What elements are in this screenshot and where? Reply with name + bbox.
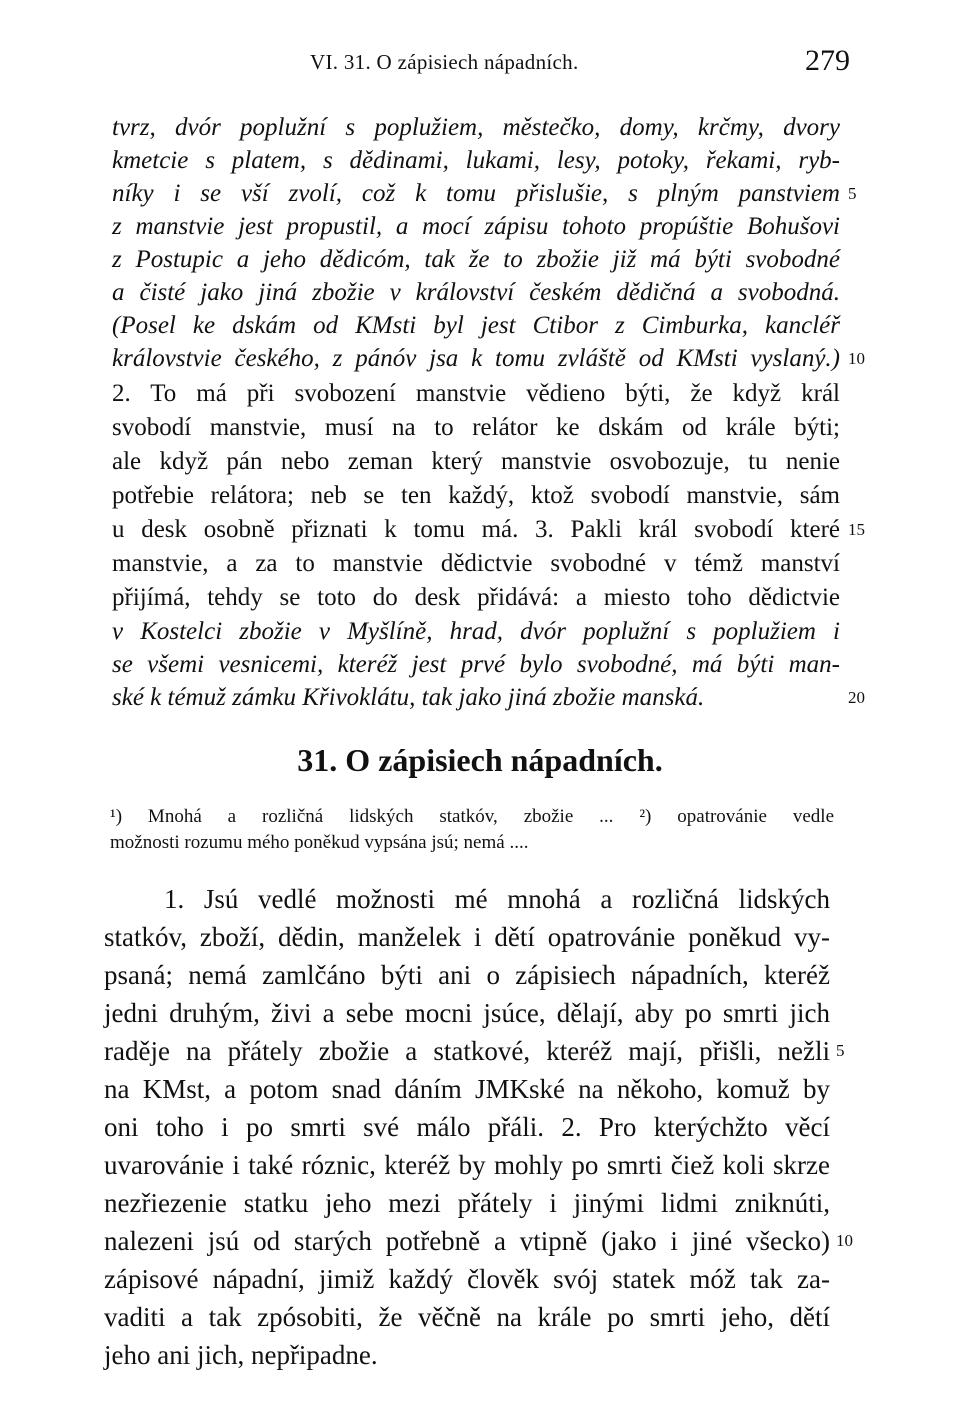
text-line: (Posel ke dskám od KMsti byl jest Ctibor z Cimburka, kancléř [112, 312, 840, 339]
text-line: jedni druhým, živi a sebe mocni jsúce, dělají, aby po smrti jich [104, 998, 830, 1028]
text-line: v Kostelci zbožie v Myšlíně, hrad, dvór poplužní s poplužiem i [112, 618, 840, 645]
text-line: svobodí manstvie, musí na to relátor ke dskám od krále býti; [112, 414, 840, 441]
text-line: z manstvie jest propustil, a mocí zápisu tohoto propúštie Bohušovi [112, 213, 840, 240]
text-line: se všemi vesnicemi, kteréž jest prvé bylo svobodné, má býti man- [112, 651, 840, 678]
line-number: 15 [848, 520, 865, 539]
text-line: 1. Jsú vedlé možnosti mé mnohá a rozličná lidských [164, 884, 830, 914]
footnote-line: ¹) Mnohá a rozličná lidských statkóv, zbožie ... ²) opatrovánie vedle [110, 806, 834, 827]
text-line: ské k témuž zámku Křivoklátu, tak jako jiná zbožie manská. [112, 684, 705, 711]
line-number: 20 [848, 688, 865, 707]
text-line: z Postupic a jeho dědicóm, tak že to zbožie již má býti svobodné [112, 246, 840, 273]
text-line: manstvie, a za to manstvie dědictvie svobodné v témž manství [112, 550, 840, 577]
text-line: tvrz, dvór poplužní s poplužiem, městečko, domy, krčmy, dvory [112, 114, 840, 141]
text-line: statkóv, zboží, dědin, manželek i dětí opatrovánie poněkud vy- [104, 922, 830, 952]
text-line: zápisové nápadní, jimiž každý člověk svój statek móž tak za- [104, 1264, 830, 1294]
text-line: u desk osobně přiznati k tomu má. 3. Pakli král svobodí které [112, 516, 840, 543]
text-line: psaná; nemá zamlčáno býti ani o zápisiech nápadních, kteréž [104, 960, 830, 990]
text-line: a čisté jako jiná zbožie v království českém dědičná a svobodná. [112, 279, 840, 306]
line-number: 10 [848, 349, 865, 368]
text-line: 2. To má při svobození manstvie vědieno býti, že když král [112, 380, 840, 407]
text-line: ale když pán nebo zeman který manstvie osvobozuje, tu nenie [112, 448, 840, 475]
text-line: jeho ani jich, nepřipadne. [104, 1340, 378, 1370]
text-line: níky i se vší zvolí, což k tomu přislušie, s plným panstviem [112, 180, 840, 207]
line-number: 10 [836, 1231, 853, 1250]
text-line: potřebie relátora; neb se ten každý, ktož svobodí manstvie, sám [112, 482, 840, 509]
line-number: 5 [836, 1041, 845, 1060]
line-number: 5 [848, 184, 857, 203]
page-header [310, 44, 850, 84]
running-title: VI. 31. O zápisiech nápadních. [310, 50, 579, 74]
text-line: uvarovánie i také róznic, kteréž by mohly po smrti čiež koli skrze [104, 1150, 830, 1180]
text-line: vaditi a tak zpósobiti, že věčně na krále po smrti jeho, dětí [104, 1302, 830, 1332]
text-line: nalezeni jsú od starých potřebně a vtipně (jako i jiné všecko) [104, 1226, 830, 1256]
page-number: 279 [805, 44, 850, 77]
text-line: přijímá, tehdy se toto do desk přidává: a miesto toho dědictvie [112, 584, 840, 611]
text-line: královstvie českého, z pánóv jsa k tomu zvláště od KMsti vyslaný.) [112, 345, 840, 372]
text-line: oni toho i po smrti své málo přáli. 2. Pro kterýchžto věcí [104, 1112, 830, 1142]
section-heading: 31. O zápisiech nápadních. [297, 742, 663, 778]
footnote-line: možnosti rozumu mého poněkud vypsána jsú; nemá .... [110, 832, 529, 853]
text-line: nezřiezenie statku jeho mezi přátely i jinými lidmi zniknúti, [104, 1188, 830, 1218]
text-line: raděje na přátely zbožie a statkové, kteréž mají, přišli, nežli [104, 1036, 830, 1066]
text-line: na KMst, a potom snad dáním JMKské na někoho, komuž by [104, 1074, 830, 1104]
text-line: kmetcie s platem, s dědinami, lukami, lesy, potoky, řekami, ryb- [112, 147, 840, 174]
